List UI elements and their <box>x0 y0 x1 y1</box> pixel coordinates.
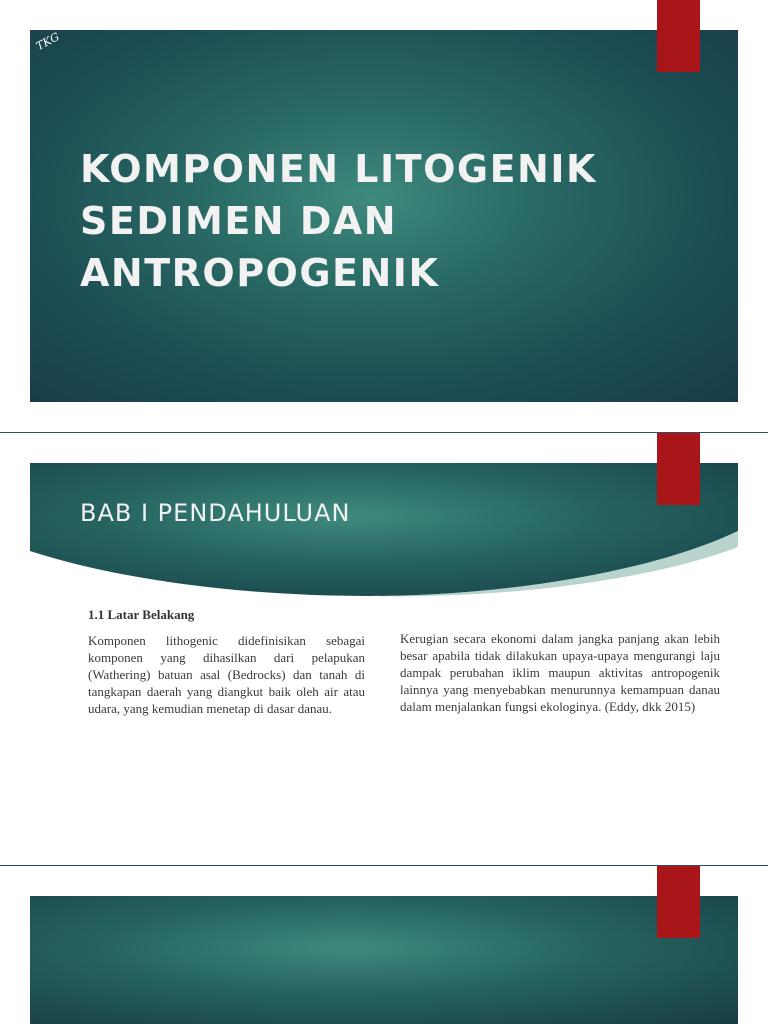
red-ribbon <box>657 433 700 505</box>
slide-pendahuluan <box>0 433 768 865</box>
section-heading: BAB I PENDAHULUAN <box>80 499 351 527</box>
subsection-title: 1.1 Latar Belakang <box>88 607 195 622</box>
slide-next <box>0 866 768 1024</box>
header-banner <box>30 463 738 598</box>
paragraph-left: Komponen lithogenic didefinisikan sebagai komponen yang dihasilkan dari pelapukan (Wathering) batuan asal (Bedrocks) dan tanah di tangkapan daerah yang diangkut baik oleh air atau udara, yang kemudian menetap di dasar danau. <box>88 633 365 716</box>
slide-title <box>0 0 768 432</box>
paragraph-right: Kerugian secara ekonomi dalam jangka panjang akan lebih besar apabila tidak dilakukan upaya-upaya mengurangi laju dampak perubahan iklim maupun aktivitas antropogenik lainnya yang menyebabkan menurunnya kemampuan danau dalam menjalankan fungsi ekologinya. (Eddy, dkk 2015) <box>400 631 720 714</box>
slide-title-text: KOMPONEN LITOGENIK SEDIMEN DAN ANTROPOGENIK <box>80 147 597 295</box>
red-ribbon <box>657 866 700 938</box>
header-banner <box>30 896 738 1024</box>
red-ribbon <box>657 0 700 72</box>
watermark-text: TKG <box>33 30 62 53</box>
